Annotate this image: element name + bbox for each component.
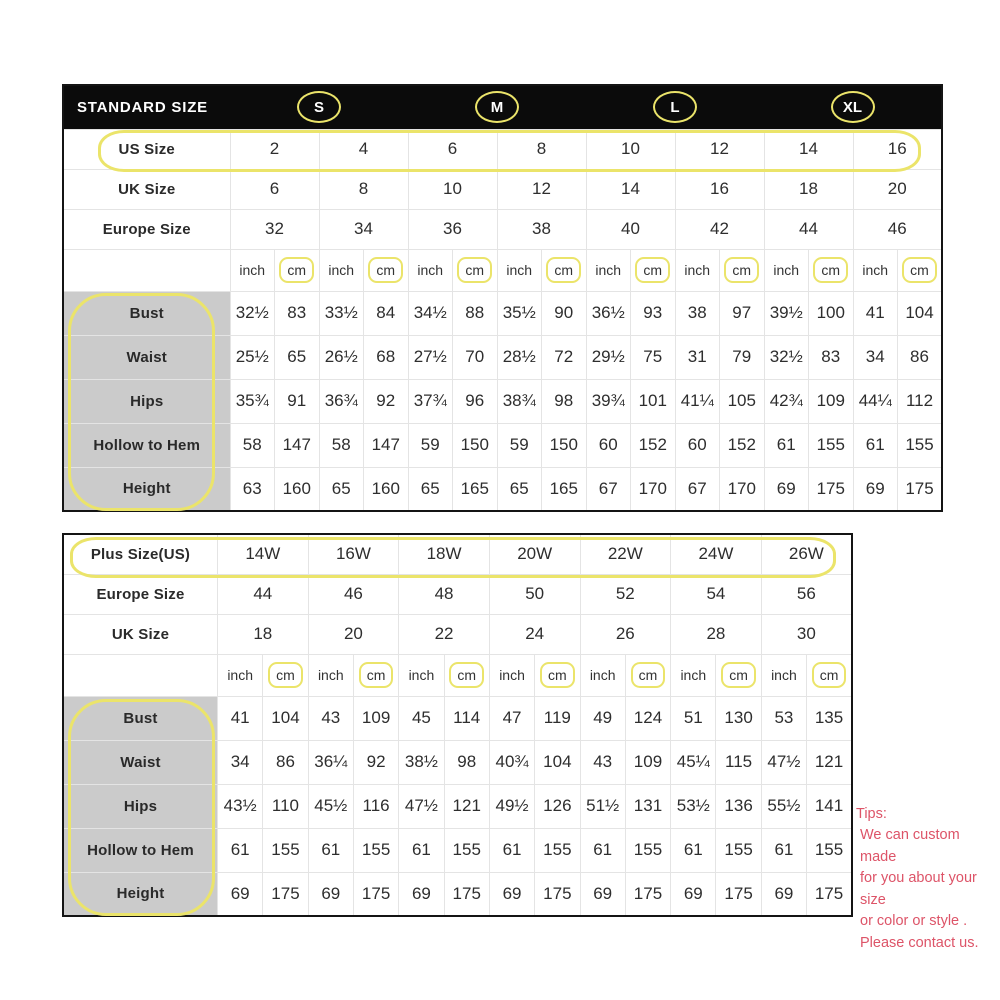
measure-value: 28½ <box>497 335 542 379</box>
measure-value: 97 <box>720 291 765 335</box>
measure-value: 31 <box>675 335 720 379</box>
unit-inch-label: inch <box>675 249 720 291</box>
table-row <box>63 85 942 129</box>
measure-value: 160 <box>275 467 320 511</box>
measure-value: 45¼ <box>671 740 716 784</box>
table-row <box>63 423 942 467</box>
measure-value: 67 <box>675 467 720 511</box>
measure-value: 92 <box>353 740 398 784</box>
unit-cm-highlight: cm <box>813 257 848 283</box>
measure-value: 69 <box>580 872 625 916</box>
table-row <box>63 828 852 872</box>
measure-value: 60 <box>675 423 720 467</box>
measure-value: 100 <box>809 291 854 335</box>
unit-cm-cell <box>275 249 320 291</box>
measure-value: 116 <box>353 784 398 828</box>
measure-row-label: Bust <box>63 291 230 335</box>
size-value: 8 <box>319 169 408 209</box>
measure-value: 27½ <box>408 335 453 379</box>
measure-value: 43 <box>308 696 353 740</box>
table-row <box>63 249 942 291</box>
table-row <box>63 534 852 574</box>
measure-row-label: Bust <box>63 696 218 740</box>
size-value: 20 <box>308 614 399 654</box>
unit-row-label <box>63 249 230 291</box>
measure-value: 175 <box>263 872 308 916</box>
measure-value: 175 <box>809 467 854 511</box>
unit-inch-label: inch <box>671 654 716 696</box>
unit-inch-label: inch <box>399 654 444 696</box>
table-row <box>63 784 852 828</box>
size-value: 26 <box>580 614 671 654</box>
size-value: 14W <box>218 534 309 574</box>
size-row-label: Europe Size <box>63 209 230 249</box>
unit-cm-highlight: cm <box>724 257 759 283</box>
table-row <box>63 169 942 209</box>
measure-value: 69 <box>308 872 353 916</box>
measure-value: 47½ <box>761 740 806 784</box>
measure-value: 69 <box>853 467 898 511</box>
measure-value: 86 <box>898 335 943 379</box>
measure-value: 61 <box>489 828 534 872</box>
measure-row-label: Height <box>63 872 218 916</box>
measure-value: 36½ <box>586 291 631 335</box>
unit-cm-highlight: cm <box>449 662 484 688</box>
unit-cm-cell <box>542 249 587 291</box>
size-letter-cell <box>230 85 408 129</box>
unit-inch-label: inch <box>764 249 809 291</box>
measure-value: 60 <box>586 423 631 467</box>
measure-value: 86 <box>263 740 308 784</box>
size-value: 20 <box>853 169 942 209</box>
size-value: 46 <box>308 574 399 614</box>
measure-value: 93 <box>631 291 676 335</box>
measure-value: 141 <box>807 784 852 828</box>
size-row-label: Plus Size(US) <box>63 534 218 574</box>
measure-value: 175 <box>625 872 670 916</box>
plus-size-table <box>62 533 853 917</box>
measure-value: 65 <box>408 467 453 511</box>
measure-value: 98 <box>444 740 489 784</box>
unit-inch-label: inch <box>489 654 534 696</box>
tips-title: Tips: <box>856 806 887 822</box>
size-value: 42 <box>675 209 764 249</box>
measure-row-label: Waist <box>63 335 230 379</box>
measure-value: 155 <box>444 828 489 872</box>
measure-value: 155 <box>809 423 854 467</box>
unit-cm-highlight: cm <box>812 662 847 688</box>
size-row-label: UK Size <box>63 614 218 654</box>
measure-value: 53 <box>761 696 806 740</box>
measure-value: 155 <box>353 828 398 872</box>
measure-value: 47 <box>489 696 534 740</box>
measure-value: 126 <box>535 784 580 828</box>
unit-cm-cell <box>809 249 854 291</box>
measure-value: 70 <box>453 335 498 379</box>
size-value: 24W <box>671 534 762 574</box>
size-letter-cell <box>586 85 764 129</box>
measure-value: 41 <box>218 696 263 740</box>
unit-cm-cell <box>720 249 765 291</box>
measure-value: 61 <box>218 828 263 872</box>
size-value: 50 <box>489 574 580 614</box>
measure-value: 67 <box>586 467 631 511</box>
size-value: 16W <box>308 534 399 574</box>
size-value: 4 <box>319 129 408 169</box>
unit-cm-cell <box>263 654 308 696</box>
measure-value: 47½ <box>399 784 444 828</box>
measure-value: 34½ <box>408 291 453 335</box>
measure-value: 147 <box>275 423 320 467</box>
size-letter-circle: M <box>475 91 519 123</box>
size-value: 10 <box>586 129 675 169</box>
measure-value: 32½ <box>230 291 275 335</box>
table-row <box>63 335 942 379</box>
unit-inch-label: inch <box>586 249 631 291</box>
measure-value: 112 <box>898 379 943 423</box>
table-row <box>63 467 942 511</box>
unit-cm-cell <box>807 654 852 696</box>
size-value: 40 <box>586 209 675 249</box>
measure-value: 69 <box>489 872 534 916</box>
measure-value: 69 <box>671 872 716 916</box>
measure-value: 36¾ <box>319 379 364 423</box>
unit-inch-label: inch <box>580 654 625 696</box>
unit-cm-cell <box>625 654 670 696</box>
tips-line: or color or style . <box>860 913 968 930</box>
table-row <box>63 379 942 423</box>
unit-inch-label: inch <box>319 249 364 291</box>
measure-value: 104 <box>263 696 308 740</box>
measure-value: 32½ <box>764 335 809 379</box>
unit-cm-cell <box>535 654 580 696</box>
unit-cm-cell <box>716 654 761 696</box>
size-value: 34 <box>319 209 408 249</box>
size-letter-circle: L <box>653 91 697 123</box>
unit-cm-highlight: cm <box>631 662 666 688</box>
unit-inch-label: inch <box>408 249 453 291</box>
measure-value: 61 <box>853 423 898 467</box>
plus-size-table-wrap <box>62 533 853 917</box>
unit-cm-highlight: cm <box>721 662 756 688</box>
size-value: 22W <box>580 534 671 574</box>
measure-value: 35¾ <box>230 379 275 423</box>
measure-value: 61 <box>308 828 353 872</box>
measure-value: 53½ <box>671 784 716 828</box>
measure-value: 65 <box>319 467 364 511</box>
measure-value: 33½ <box>319 291 364 335</box>
size-value: 52 <box>580 574 671 614</box>
measure-value: 79 <box>720 335 765 379</box>
unit-cm-highlight: cm <box>368 257 403 283</box>
unit-inch-label: inch <box>853 249 898 291</box>
measure-value: 114 <box>444 696 489 740</box>
unit-cm-cell <box>364 249 409 291</box>
measure-value: 63 <box>230 467 275 511</box>
measure-value: 35½ <box>497 291 542 335</box>
measure-value: 175 <box>716 872 761 916</box>
size-row-label: US Size <box>63 129 230 169</box>
measure-value: 34 <box>853 335 898 379</box>
measure-value: 41 <box>853 291 898 335</box>
measure-value: 90 <box>542 291 587 335</box>
unit-cm-cell <box>353 654 398 696</box>
unit-cm-highlight: cm <box>279 257 314 283</box>
measure-value: 115 <box>716 740 761 784</box>
size-value: 22 <box>399 614 490 654</box>
measure-value: 61 <box>764 423 809 467</box>
measure-value: 150 <box>542 423 587 467</box>
size-value: 16 <box>675 169 764 209</box>
table-title: STANDARD SIZE <box>63 85 230 129</box>
measure-value: 130 <box>716 696 761 740</box>
measure-value: 51½ <box>580 784 625 828</box>
size-value: 24 <box>489 614 580 654</box>
measure-value: 49 <box>580 696 625 740</box>
measure-value: 25½ <box>230 335 275 379</box>
measure-row-label: Hollow to Hem <box>63 828 218 872</box>
unit-cm-cell <box>453 249 498 291</box>
size-value: 48 <box>399 574 490 614</box>
measure-value: 69 <box>399 872 444 916</box>
measure-value: 61 <box>399 828 444 872</box>
measure-value: 175 <box>898 467 943 511</box>
tips-line: We can custom made <box>860 827 960 865</box>
measure-value: 121 <box>807 740 852 784</box>
measure-value: 104 <box>535 740 580 784</box>
measure-value: 109 <box>625 740 670 784</box>
unit-inch-label: inch <box>761 654 806 696</box>
measure-value: 155 <box>898 423 943 467</box>
table-row <box>63 696 852 740</box>
measure-value: 61 <box>580 828 625 872</box>
measure-value: 175 <box>535 872 580 916</box>
measure-value: 124 <box>625 696 670 740</box>
size-value: 16 <box>853 129 942 169</box>
size-value: 10 <box>408 169 497 209</box>
measure-value: 65 <box>497 467 542 511</box>
measure-value: 38½ <box>399 740 444 784</box>
measure-value: 110 <box>263 784 308 828</box>
size-value: 8 <box>497 129 586 169</box>
measure-value: 83 <box>275 291 320 335</box>
size-letter-cell <box>764 85 942 129</box>
measure-value: 58 <box>319 423 364 467</box>
unit-cm-cell <box>444 654 489 696</box>
unit-cm-highlight: cm <box>546 257 581 283</box>
measure-value: 155 <box>625 828 670 872</box>
table-row <box>63 614 852 654</box>
measure-value: 51 <box>671 696 716 740</box>
measure-value: 175 <box>353 872 398 916</box>
size-value: 38 <box>497 209 586 249</box>
tips-line: for you about your size <box>860 870 977 908</box>
unit-inch-label: inch <box>218 654 263 696</box>
measure-value: 109 <box>353 696 398 740</box>
measure-value: 38 <box>675 291 720 335</box>
measure-value: 119 <box>535 696 580 740</box>
measure-value: 37¾ <box>408 379 453 423</box>
size-value: 36 <box>408 209 497 249</box>
size-letter-circle: S <box>297 91 341 123</box>
unit-cm-cell <box>898 249 943 291</box>
unit-cm-highlight: cm <box>359 662 394 688</box>
measure-value: 96 <box>453 379 498 423</box>
table-row <box>63 209 942 249</box>
unit-cm-highlight: cm <box>540 662 575 688</box>
measure-value: 39¾ <box>586 379 631 423</box>
measure-value: 75 <box>631 335 676 379</box>
measure-value: 40¾ <box>489 740 534 784</box>
measure-value: 72 <box>542 335 587 379</box>
measure-row-label: Waist <box>63 740 218 784</box>
size-value: 46 <box>853 209 942 249</box>
size-value: 14 <box>764 129 853 169</box>
measure-value: 147 <box>364 423 409 467</box>
size-value: 32 <box>230 209 319 249</box>
table-row <box>63 291 942 335</box>
unit-cm-highlight: cm <box>635 257 670 283</box>
measure-value: 160 <box>364 467 409 511</box>
unit-cm-highlight: cm <box>902 257 937 283</box>
measure-value: 150 <box>453 423 498 467</box>
unit-inch-label: inch <box>308 654 353 696</box>
measure-value: 43 <box>580 740 625 784</box>
measure-value: 41¼ <box>675 379 720 423</box>
measure-value: 105 <box>720 379 765 423</box>
size-value: 6 <box>408 129 497 169</box>
size-value: 2 <box>230 129 319 169</box>
measure-value: 58 <box>230 423 275 467</box>
measure-value: 36¼ <box>308 740 353 784</box>
size-letter-cell <box>408 85 586 129</box>
size-row-label: UK Size <box>63 169 230 209</box>
measure-value: 155 <box>263 828 308 872</box>
measure-row-label: Height <box>63 467 230 511</box>
size-value: 30 <box>761 614 852 654</box>
measure-value: 165 <box>453 467 498 511</box>
measure-value: 152 <box>720 423 765 467</box>
size-value: 18W <box>399 534 490 574</box>
tips-line: Please contact us. <box>860 934 979 951</box>
table-row <box>63 740 852 784</box>
unit-cm-highlight: cm <box>457 257 492 283</box>
measure-value: 121 <box>444 784 489 828</box>
size-value: 12 <box>675 129 764 169</box>
unit-row-label <box>63 654 218 696</box>
size-value: 44 <box>218 574 309 614</box>
size-value: 20W <box>489 534 580 574</box>
measure-value: 91 <box>275 379 320 423</box>
measure-value: 131 <box>625 784 670 828</box>
measure-row-label: Hollow to Hem <box>63 423 230 467</box>
size-row-label: Europe Size <box>63 574 218 614</box>
measure-value: 45½ <box>308 784 353 828</box>
table-row <box>63 654 852 696</box>
measure-value: 38¾ <box>497 379 542 423</box>
measure-value: 88 <box>453 291 498 335</box>
unit-cm-highlight: cm <box>268 662 303 688</box>
tips-note <box>856 804 998 954</box>
size-value: 44 <box>764 209 853 249</box>
measure-value: 59 <box>497 423 542 467</box>
measure-value: 49½ <box>489 784 534 828</box>
measure-value: 44¼ <box>853 379 898 423</box>
measure-value: 155 <box>535 828 580 872</box>
size-value: 6 <box>230 169 319 209</box>
measure-value: 98 <box>542 379 587 423</box>
measure-row-label: Hips <box>63 379 230 423</box>
size-value: 26W <box>761 534 852 574</box>
size-value: 12 <box>497 169 586 209</box>
measure-value: 61 <box>671 828 716 872</box>
measure-value: 84 <box>364 291 409 335</box>
measure-value: 69 <box>218 872 263 916</box>
measure-value: 69 <box>764 467 809 511</box>
measure-row-label: Hips <box>63 784 218 828</box>
measure-value: 29½ <box>586 335 631 379</box>
measure-value: 175 <box>807 872 852 916</box>
measure-value: 155 <box>807 828 852 872</box>
size-value: 18 <box>218 614 309 654</box>
table-row <box>63 129 942 169</box>
measure-value: 92 <box>364 379 409 423</box>
unit-inch-label: inch <box>497 249 542 291</box>
measure-value: 34 <box>218 740 263 784</box>
measure-value: 55½ <box>761 784 806 828</box>
unit-inch-label: inch <box>230 249 275 291</box>
standard-size-table <box>62 84 943 512</box>
table-row <box>63 872 852 916</box>
size-value: 54 <box>671 574 762 614</box>
measure-value: 42¾ <box>764 379 809 423</box>
table-row <box>63 574 852 614</box>
measure-value: 68 <box>364 335 409 379</box>
size-value: 14 <box>586 169 675 209</box>
measure-value: 175 <box>444 872 489 916</box>
measure-value: 109 <box>809 379 854 423</box>
measure-value: 39½ <box>764 291 809 335</box>
measure-value: 170 <box>631 467 676 511</box>
measure-value: 26½ <box>319 335 364 379</box>
measure-value: 135 <box>807 696 852 740</box>
measure-value: 59 <box>408 423 453 467</box>
measure-value: 136 <box>716 784 761 828</box>
unit-cm-cell <box>631 249 676 291</box>
standard-size-table-wrap <box>62 84 943 512</box>
size-value: 28 <box>671 614 762 654</box>
measure-value: 65 <box>275 335 320 379</box>
measure-value: 83 <box>809 335 854 379</box>
measure-value: 155 <box>716 828 761 872</box>
measure-value: 101 <box>631 379 676 423</box>
size-value: 56 <box>761 574 852 614</box>
measure-value: 69 <box>761 872 806 916</box>
measure-value: 43½ <box>218 784 263 828</box>
measure-value: 165 <box>542 467 587 511</box>
size-letter-circle: XL <box>831 91 875 123</box>
measure-value: 104 <box>898 291 943 335</box>
measure-value: 170 <box>720 467 765 511</box>
measure-value: 45 <box>399 696 444 740</box>
size-value: 18 <box>764 169 853 209</box>
measure-value: 152 <box>631 423 676 467</box>
measure-value: 61 <box>761 828 806 872</box>
